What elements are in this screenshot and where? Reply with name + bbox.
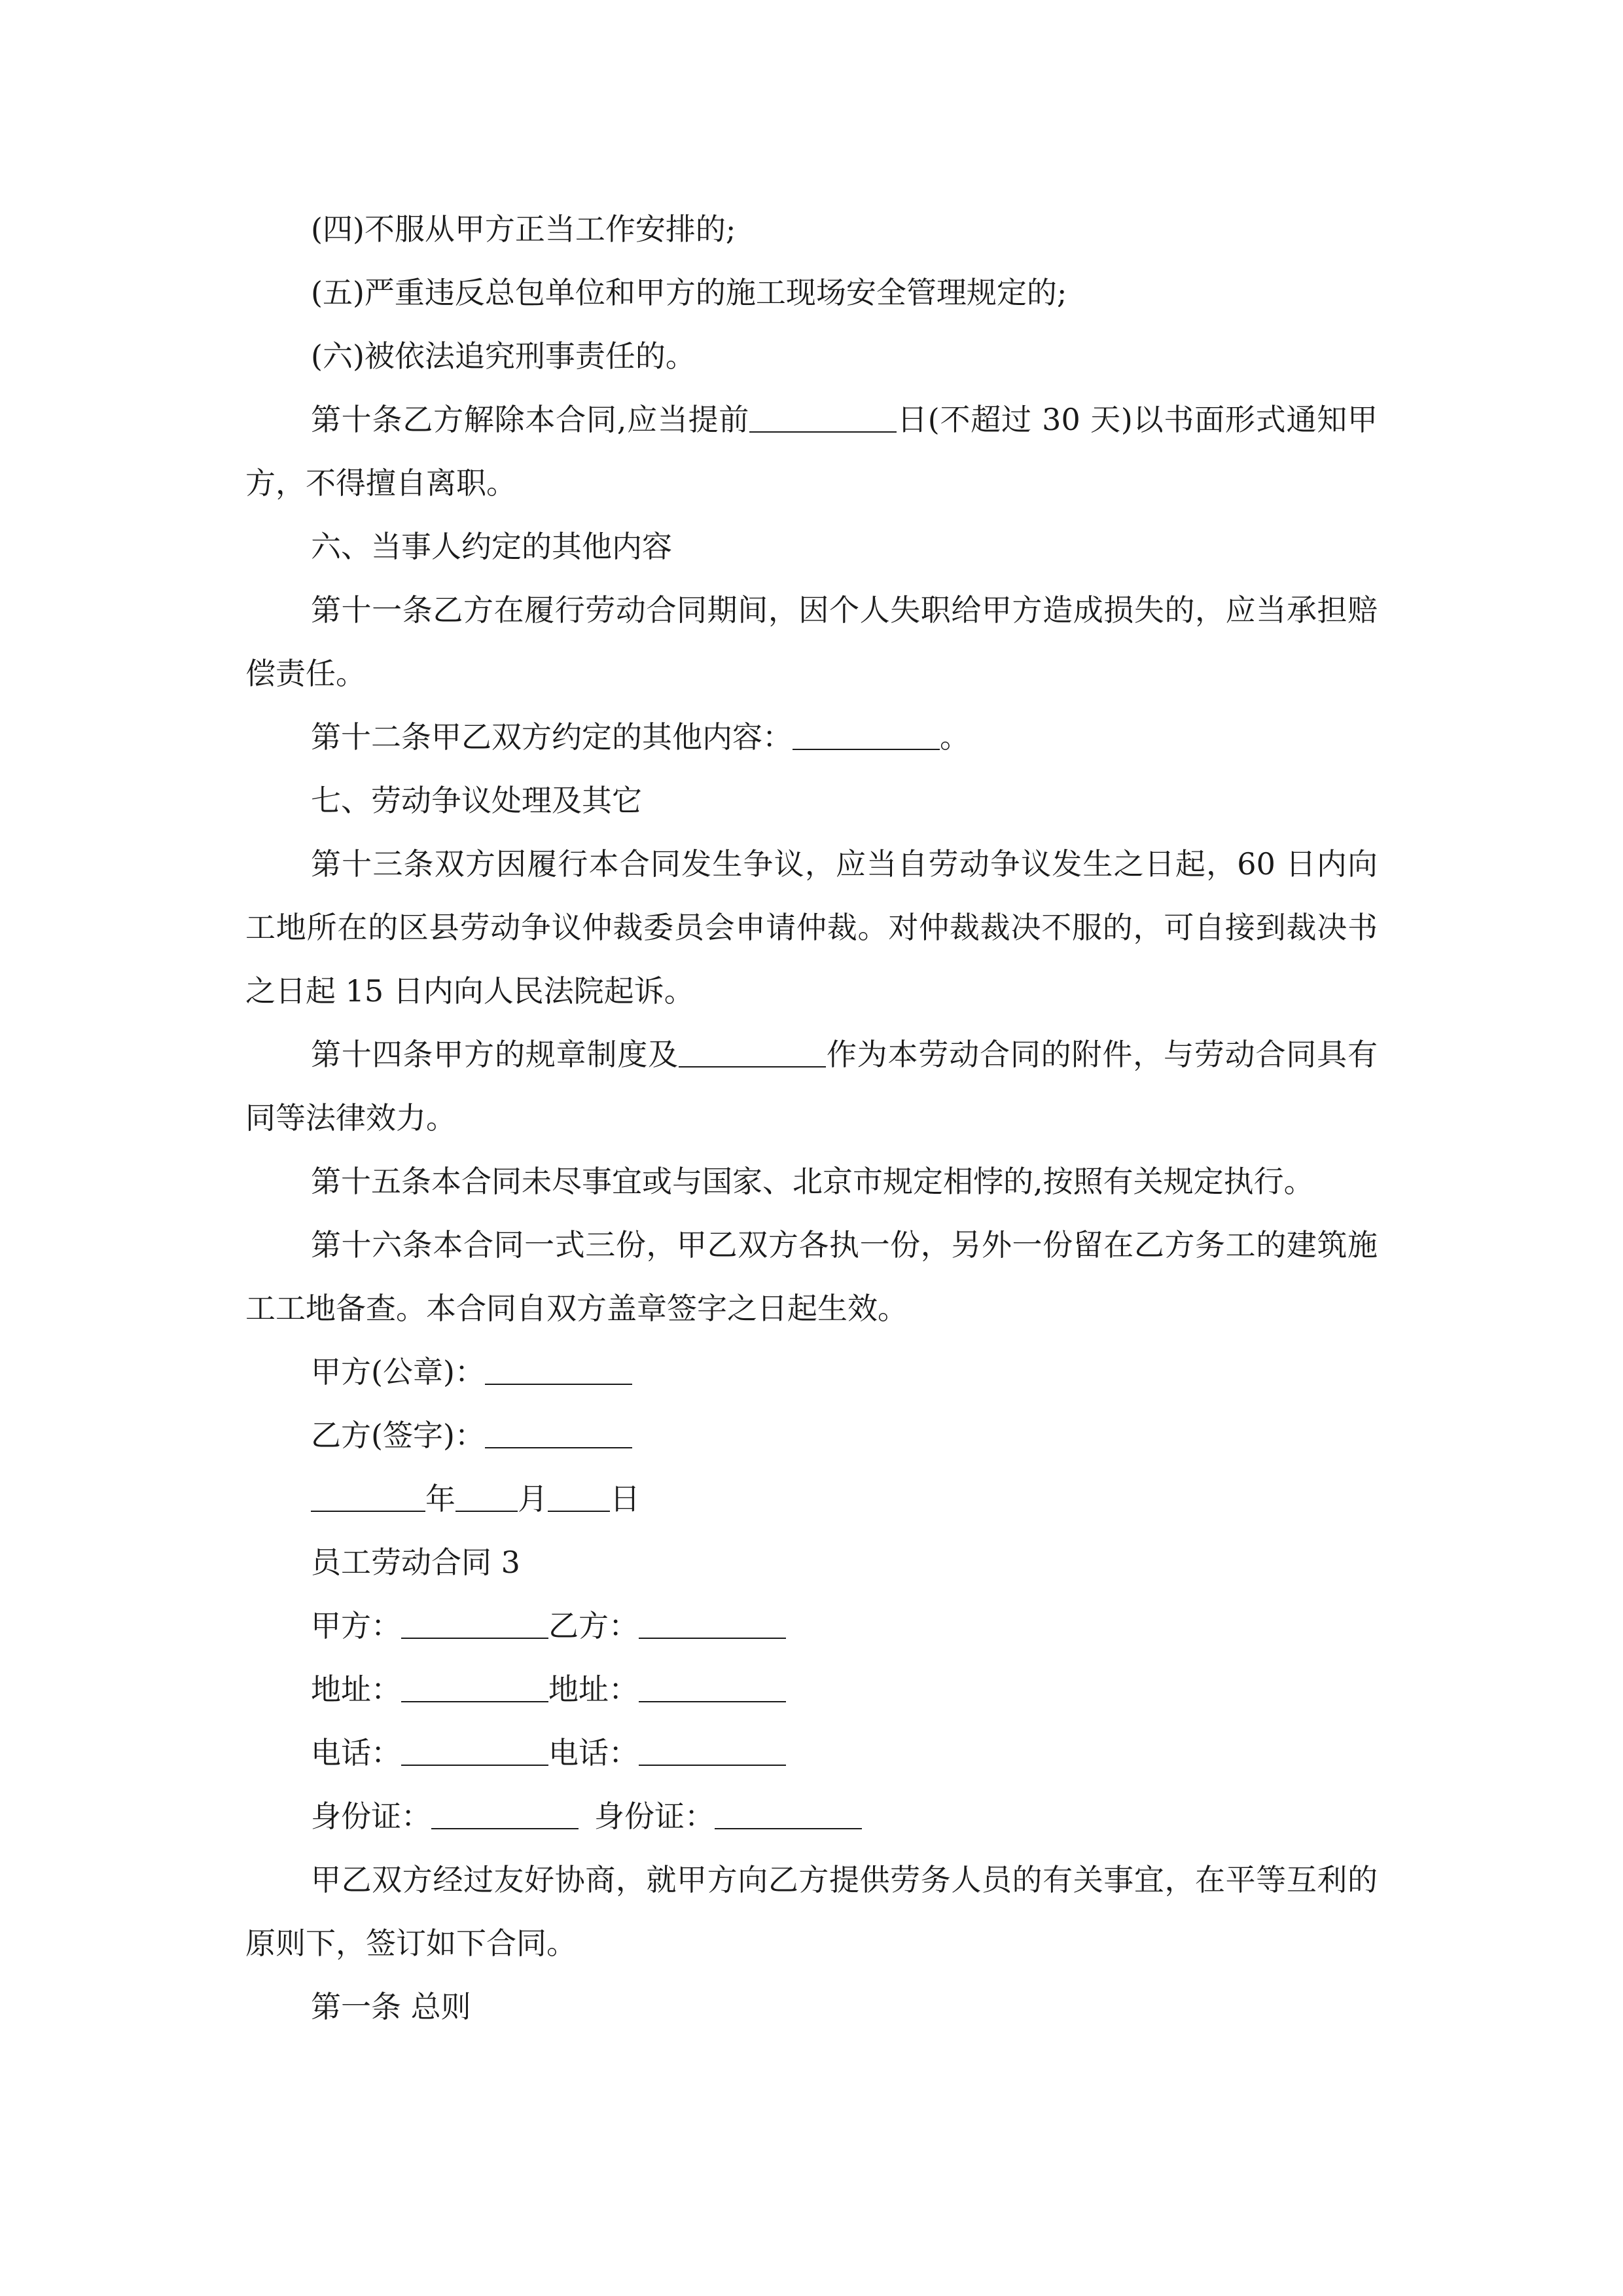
- article-13: 第十三条双方因履行本合同发生争议，应当自劳动争议发生之日起，60 日内向工地所在的区县劳动争议仲裁委员会申请仲裁。对仲裁裁决不服的，可自接到裁决书之日起 15 日内向人民法院起诉。: [245, 846, 1378, 1009]
- address-a-label: 地址：: [311, 1672, 401, 1707]
- phone-b-label: 电话：: [548, 1735, 639, 1770]
- article-11: 第十一条乙方在履行劳动合同期间，因个人失职给甲方造成损失的，应当承担赔偿责任。: [245, 592, 1378, 691]
- article-15: 第十五条本合同未尽事宜或与国家、北京市规定相悖的,按照有关规定执行。: [311, 1164, 1314, 1199]
- phone-b-blank: [639, 1734, 786, 1766]
- party-b-blank: [639, 1607, 786, 1639]
- article-12-text-a: 第十二条甲乙双方约定的其他内容：: [311, 719, 793, 755]
- phone-line: [245, 1721, 1378, 1785]
- attachment-blank: [679, 1036, 826, 1067]
- party-b-sign-line: [245, 1404, 1378, 1467]
- party-b-label: 乙方：: [548, 1608, 639, 1643]
- id-a-blank: [431, 1798, 579, 1829]
- month-label: 月: [518, 1481, 548, 1516]
- month-blank: [455, 1480, 518, 1512]
- clause-6: (六)被依法追究刑事责任的。: [311, 338, 696, 374]
- id-b-label: 身份证：: [594, 1799, 715, 1834]
- article-14-text-b: 作为本劳动合同的附件，与劳动合同具有同等法律效力。: [245, 1037, 1378, 1136]
- year-label: 年: [425, 1481, 455, 1516]
- party-a-blank: [401, 1607, 548, 1639]
- contract-3-title: 员工劳动合同 3: [311, 1545, 520, 1580]
- party-line: [245, 1594, 1378, 1658]
- id-line: [245, 1785, 1378, 1848]
- phone-a-label: 电话：: [311, 1735, 401, 1770]
- section-6-heading: 六、当事人约定的其他内容: [311, 529, 672, 564]
- article-10-text-a: 第十条乙方解除本合同,应当提前: [311, 402, 750, 437]
- article-10: [245, 388, 1378, 515]
- address-line: [245, 1658, 1378, 1721]
- article-1-heading: 第一条 总则: [311, 1989, 471, 2024]
- party-b-sign-label: 乙方(签字)：: [311, 1418, 485, 1453]
- article-14: [245, 1023, 1378, 1150]
- party-a-seal-blank: [485, 1354, 632, 1385]
- article-12: [245, 706, 1378, 769]
- party-a-label: 甲方：: [311, 1608, 401, 1643]
- party-b-sign-blank: [485, 1417, 632, 1448]
- address-b-blank: [639, 1671, 786, 1702]
- party-a-seal-line: [245, 1340, 1378, 1404]
- id-b-blank: [715, 1798, 862, 1829]
- section-7-heading: 七、劳动争议处理及其它: [311, 783, 642, 818]
- year-blank: [311, 1480, 425, 1512]
- date-line: [245, 1467, 1378, 1531]
- address-b-label: 地址：: [548, 1672, 639, 1707]
- party-a-seal-label: 甲方(公章)：: [311, 1354, 485, 1390]
- other-content-blank: [793, 719, 940, 750]
- clause-4: (四)不服从甲方正当工作安排的;: [311, 211, 736, 247]
- article-16: 第十六条本合同一式三份，甲乙双方各执一份，另外一份留在乙方务工的建筑施工工地备查。本合同自双方盖章签字之日起生效。: [245, 1227, 1378, 1326]
- contract-body: [245, 198, 1378, 2039]
- article-12-text-b: 。: [940, 719, 970, 755]
- id-a-label: 身份证：: [311, 1799, 431, 1834]
- article-10-text-b: 日(不超过 30 天)以书面形式通知甲方，不得擅自离职。: [245, 402, 1378, 501]
- article-14-text-a: 第十四条甲方的规章制度及: [311, 1037, 679, 1072]
- clause-5: (五)严重违反总包单位和甲方的施工现场安全管理规定的;: [311, 275, 1067, 310]
- day-blank: [548, 1480, 610, 1512]
- address-a-blank: [401, 1671, 548, 1702]
- day-label: 日: [610, 1481, 640, 1516]
- phone-a-blank: [401, 1734, 548, 1766]
- preamble: 甲乙双方经过友好协商，就甲方向乙方提供劳务人员的有关事宜，在平等互利的原则下，签订如下合同。: [245, 1862, 1378, 1961]
- notice-days-blank: [749, 401, 897, 433]
